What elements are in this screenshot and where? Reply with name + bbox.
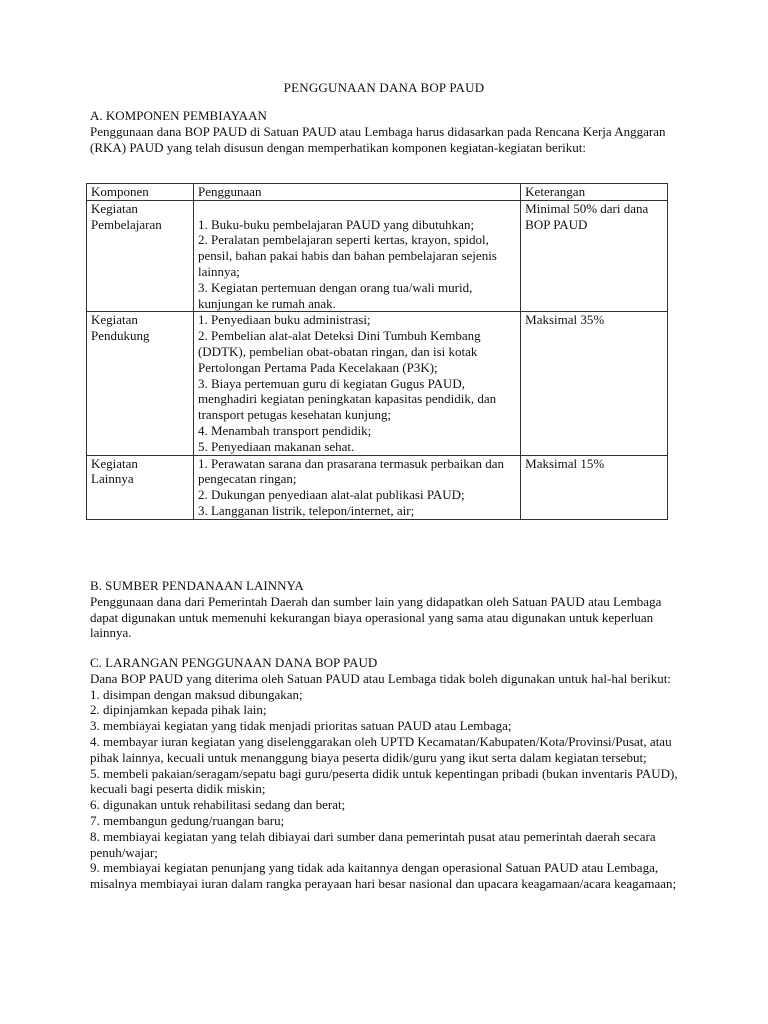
- komponen-table: [86, 183, 668, 520]
- table-header-komponen: Komponen: [87, 184, 194, 201]
- list-item: 9. membiayai kegiatan penunjang yang tidak ada kaitannya dengan operasional Satuan PAUD atau Lembaga, misalnya membiayai iuran dalam rangka perayaan hari besar nasional dan upacara keagamaan/acara keagamaan;: [90, 860, 677, 892]
- list-item: 8. membiayai kegiatan yang telah dibiayai dari sumber dana pemerintah pusat atau pemerintah daerah secara penuh/wajar;: [90, 828, 656, 860]
- section-a-intro: Penggunaan dana BOP PAUD di Satuan PAUD atau Lembaga harus didasarkan pada Rencana Kerja Anggaran (RKA) PAUD yang telah disusun dengan memperhatikan komponen kegiatan-kegiatan berikut:: [90, 123, 666, 155]
- list-item: 5. membeli pakaian/seragam/sepatu bagi guru/peserta didik untuk kepentingan pribadi (bukan inventaris PAUD), kecuali bagi peserta didik miskin;: [90, 765, 678, 797]
- penggunaan-item: 1. Perawatan sarana dan prasarana termasuk perbaikan dan pengecatan ringan;: [197, 455, 505, 487]
- penggunaan-item: 2. Dukungan penyediaan alat-alat publikasi PAUD;: [197, 487, 465, 503]
- table-row: [87, 455, 668, 519]
- penggunaan-cell: [193, 312, 520, 455]
- penggunaan-item: 2. Peralatan pembelajaran seperti kertas, krayon, spidol, pensil, bahan pakai habis dan bahan pembelajaran sejenis lainnya;: [197, 232, 497, 279]
- komponen-line: Kegiatan: [91, 455, 138, 471]
- penggunaan-item: 5. Penyediaan makanan sehat.: [197, 438, 355, 454]
- penggunaan-cell: [193, 455, 520, 519]
- section-a-heading: A. KOMPONEN PEMBIAYAAN: [90, 108, 267, 123]
- penggunaan-item: 2. Pembelian alat-alat Deteksi Dini Tumbuh Kembang (DDTK), pembelian obat-obatan ringan, dan isi kotak Pertolongan Pertama Pada Kecelakaan (P3K);: [197, 328, 481, 375]
- section-c-intro: Dana BOP PAUD yang diterima oleh Satuan PAUD atau Lembaga tidak boleh digunakan untuk hal-hal berikut:: [90, 670, 671, 686]
- section-c-heading: C. LARANGAN PENGGUNAAN DANA BOP PAUD: [90, 655, 378, 670]
- komponen-line: Lainnya: [91, 471, 134, 487]
- table-header-penggunaan: Penggunaan: [193, 184, 520, 201]
- section-c: [90, 655, 680, 892]
- keterangan-cell: Maksimal 15%: [521, 455, 668, 519]
- table-header-keterangan: Keterangan: [521, 184, 668, 201]
- section-b-text: Penggunaan dana dari Pemerintah Daerah dan sumber lain yang didapatkan oleh Satuan PAUD atau Lembaga dapat digunakan untuk memenuhi kekurangan biaya operasional yang sama atau digunakan untuk keperluan lainnya.: [90, 593, 662, 641]
- komponen-cell: [87, 455, 194, 519]
- penggunaan-item: 4. Menambah transport pendidik;: [197, 422, 372, 438]
- table-row: [87, 200, 668, 312]
- list-item: 1. disimpan dengan maksud dibungakan;: [90, 686, 303, 702]
- list-item: 4. membayar iuran kegiatan yang diselenggarakan oleh UPTD Kecamatan/Kabupaten/Kota/Provinsi/Pusat, atau pihak lainnya, kecuali untuk menanggung biaya peserta didik/guru yang ikut serta dalam kegiatan tersebut;: [90, 733, 672, 765]
- section-b: [90, 578, 680, 641]
- penggunaan-item: 3. Biaya pertemuan guru di kegiatan Gugus PAUD, menghadiri kegiatan peningkatan kapasitas pendidik, dan transport petugas kesehatan kunjung;: [197, 375, 497, 423]
- document-title: PENGGUNAAN DANA BOP PAUD: [283, 80, 485, 95]
- penggunaan-item: 3. Kegiatan pertemuan dengan orang tua/wali murid, kunjungan ke rumah anak.: [197, 279, 473, 311]
- komponen-cell: [87, 312, 194, 455]
- penggunaan-cell: [193, 200, 520, 312]
- table-header-row: [87, 184, 668, 201]
- komponen-line: Kegiatan: [91, 312, 138, 328]
- list-item: 7. membangun gedung/ruangan baru;: [90, 812, 285, 828]
- komponen-line: Pendukung: [91, 328, 150, 344]
- section-a: [90, 108, 680, 155]
- list-item: 3. membiayai kegiatan yang tidak menjadi prioritas satuan PAUD atau Lembaga;: [90, 718, 512, 734]
- section-b-heading: B. SUMBER PENDANAAN LAINNYA: [90, 578, 304, 593]
- penggunaan-item: 3. Langganan listrik, telepon/internet, air;: [197, 502, 415, 518]
- komponen-cell: [87, 200, 194, 312]
- komponen-line: Kegiatan: [91, 200, 138, 216]
- list-item: 6. digunakan untuk rehabilitasi sedang dan berat;: [90, 797, 346, 813]
- list-item: 2. dipinjamkan kepada pihak lain;: [90, 702, 267, 718]
- keterangan-cell: Minimal 50% dari dana BOP PAUD: [521, 200, 668, 312]
- larangan-list: [90, 687, 680, 892]
- penggunaan-item: 1. Buku-buku pembelajaran PAUD yang dibutuhkan;: [197, 216, 475, 232]
- komponen-line: Pembelajaran: [91, 216, 162, 232]
- penggunaan-item: 1. Penyediaan buku administrasi;: [197, 312, 371, 328]
- keterangan-cell: Maksimal 35%: [521, 312, 668, 455]
- table-row: [87, 312, 668, 455]
